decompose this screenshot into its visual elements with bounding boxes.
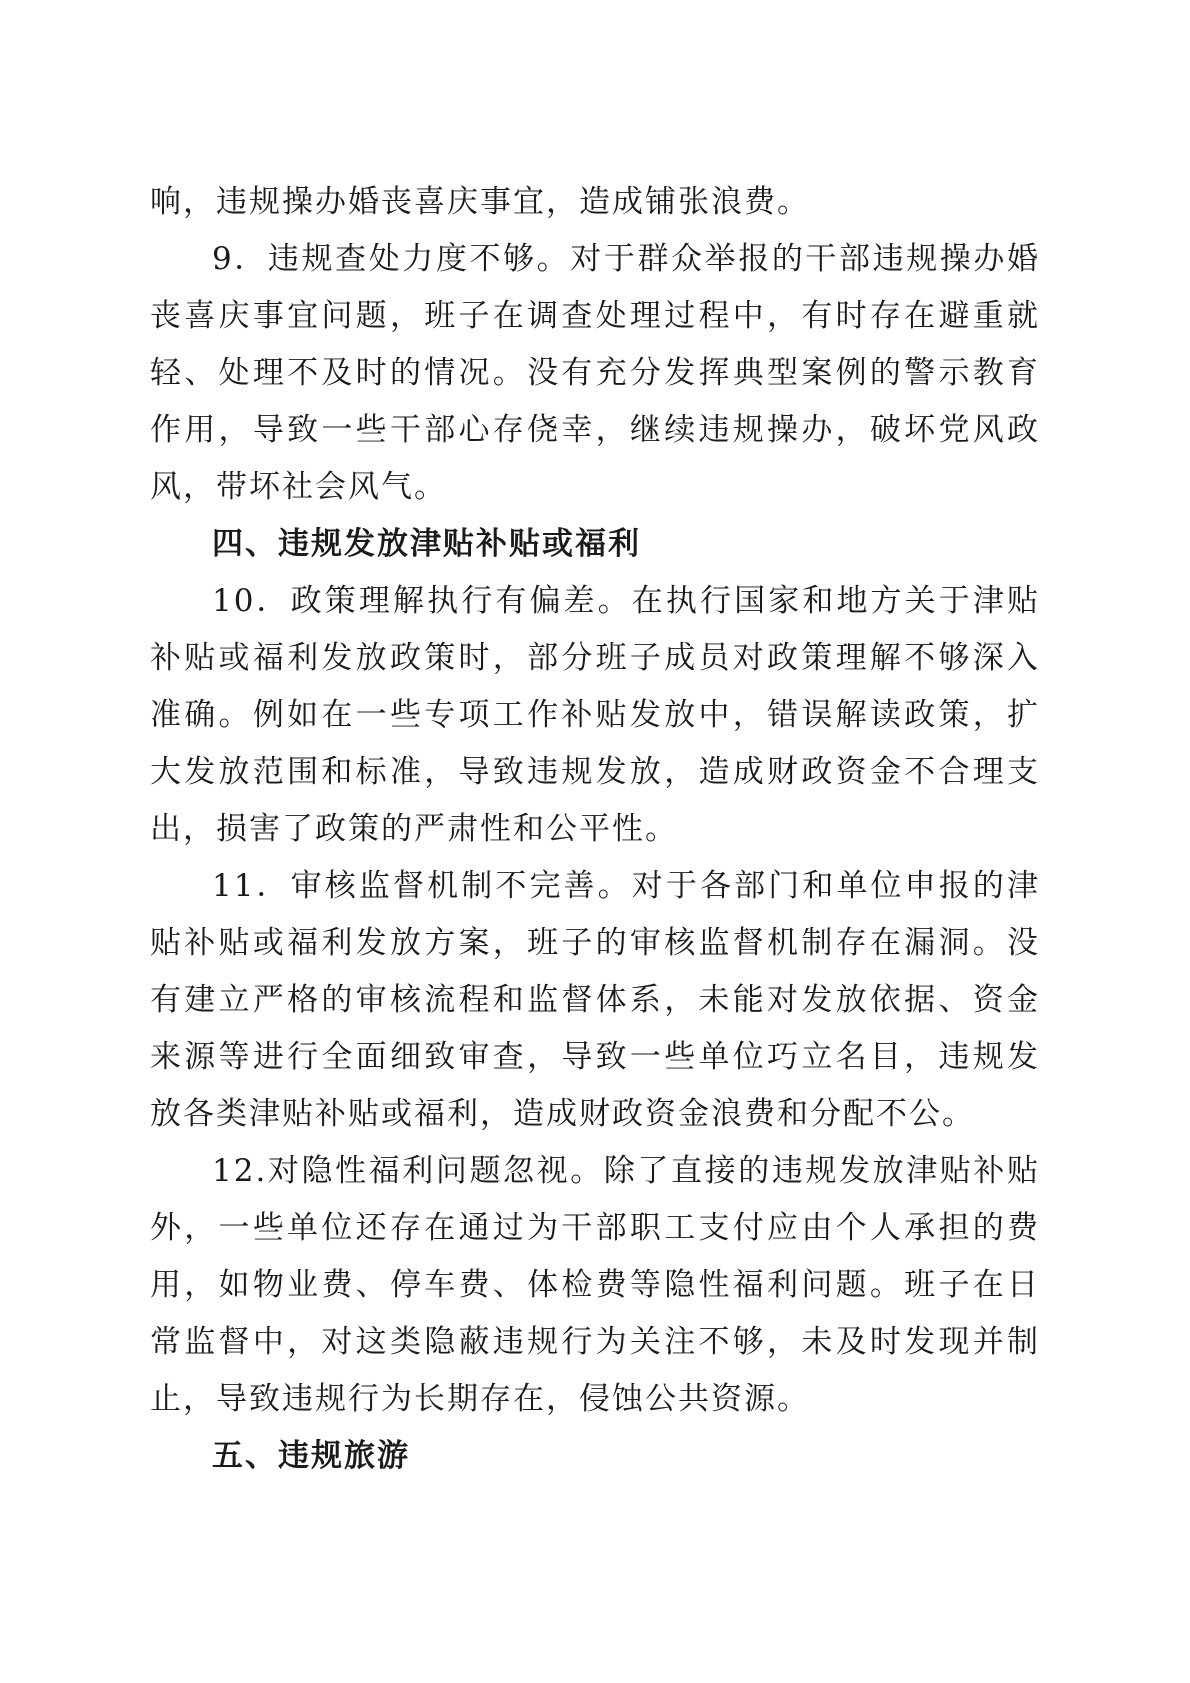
paragraph-item-11: 11．审核监督机制不完善。对于各部门和单位申报的津贴补贴或福利发放方案，班子的审核监督机制存在漏洞。没有建立严格的审核流程和监督体系，未能对发放依据、资金来源等进行全面细致审查，导致一些单位巧立名目，违规发放各类津贴补贴或福利，造成财政资金浪费和分配不公。 [150, 868, 1040, 1132]
paragraph-item-10: 10．政策理解执行有偏差。在执行国家和地方关于津贴补贴或福利发放政策时，部分班子成员对政策理解不够深入准确。例如在一些专项工作补贴发放中，错误解读政策，扩大发放范围和标准，导致违规发放，造成财政资金不合理支出，损害了政策的严肃性和公平性。 [150, 583, 1040, 847]
section-heading-5: 五、违规旅游 [212, 1438, 410, 1474]
paragraph-item-9: 9．违规查处力度不够。对于群众举报的干部违规操办婚丧喜庆事宜问题，班子在调查处理过程中，有时存在避重就轻、处理不及时的情况。没有充分发挥典型案例的警示教育作用，导致一些干部心存侥幸，继续违规操办，破坏党风政风，带坏社会风气。 [150, 241, 1040, 505]
paragraph-item-12: 12.对隐性福利问题忽视。除了直接的违规发放津贴补贴外，一些单位还存在通过为干部职工支付应由个人承担的费用，如物业费、停车费、体检费等隐性福利问题。班子在日常监督中，对这类隐蔽违规行为关注不够，未及时发现并制止，导致违规行为长期存在，侵蚀公共资源。 [150, 1153, 1040, 1417]
paragraph-continuation: 响，违规操办婚丧喜庆事宜，造成铺张浪费。 [150, 184, 810, 220]
document-page [150, 174, 1040, 1485]
section-heading-4: 四、违规发放津贴补贴或福利 [212, 526, 641, 562]
